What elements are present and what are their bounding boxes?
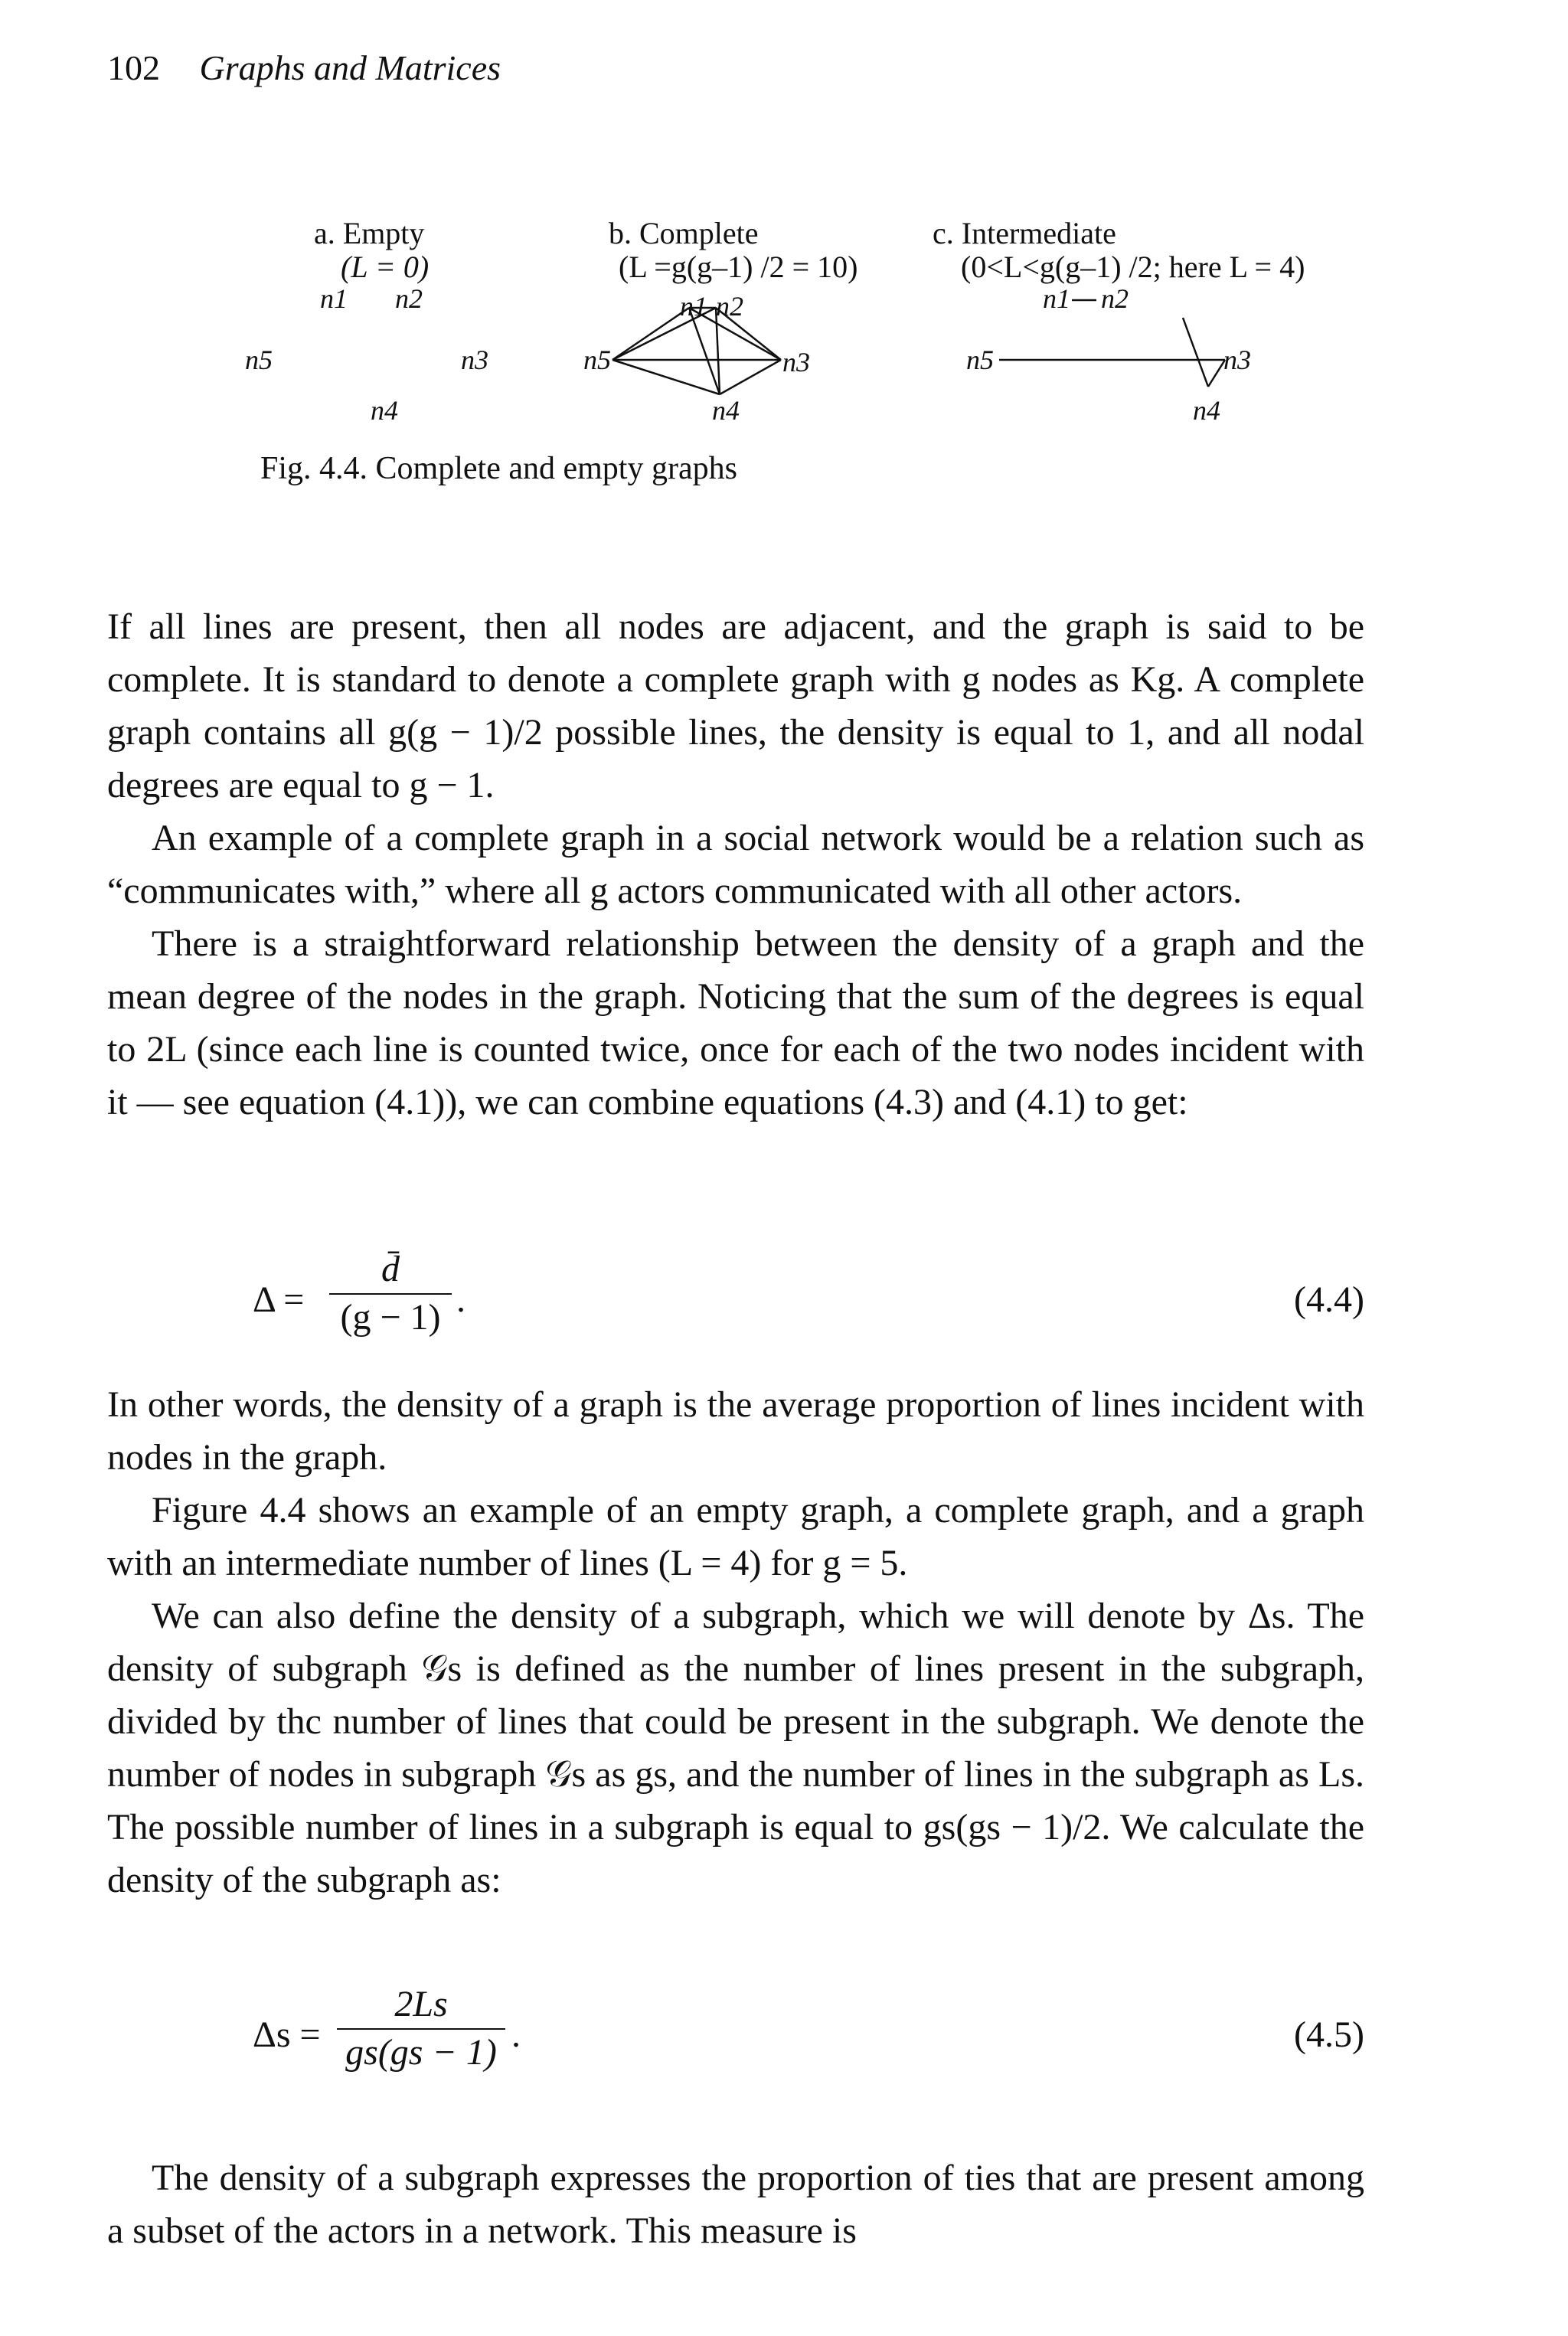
body-text-block-1 — [107, 600, 1364, 1129]
panel-a-title: a. Empty — [314, 216, 425, 250]
running-title: Graphs and Matrices — [199, 48, 501, 87]
body-text-block-3 — [107, 2151, 1364, 2257]
panel-c-node-n3: n3 — [1223, 345, 1251, 375]
panel-b-node-n5: n5 — [583, 345, 611, 375]
equation-period: . — [511, 2014, 521, 2055]
panel-c-node-n1: n1 — [1043, 283, 1070, 314]
paragraph: In other words, the density of a graph is the average proportion of lines incident with nodes in the graph. — [107, 1384, 1364, 1478]
equation-4-5 — [107, 1983, 1364, 2090]
panel-a-node-n5: n5 — [245, 345, 273, 375]
panel-a-graph — [245, 283, 488, 426]
panel-a-node-n1: n1 — [320, 283, 348, 314]
panel-b-subtitle: (L =g(g–1) /2 = 10) — [619, 250, 858, 284]
panel-c-graph — [966, 283, 1251, 426]
fraction-bar — [329, 1293, 452, 1295]
paragraph: If all lines are present, then all nodes are adjacent, and the graph is said to be complete. It is standard to denote a complete graph with g nodes as Kg. A complete graph contains all g(g − 1)/2 possible lines, the density is equal to 1, and all nodal degrees are equal to g − 1. — [107, 606, 1364, 805]
panel-c-node-n5: n5 — [966, 345, 994, 375]
panel-a-node-n4: n4 — [371, 395, 398, 426]
equation-fraction — [329, 1248, 452, 1338]
panel-c-title: c. Intermediate — [933, 216, 1116, 250]
paragraph: There is a straightforward relationship between the density of a graph and the mean degree of the nodes in the graph. Noticing that the sum of the degrees is equal to 2L (since each line is counted twice, once for each of the two nodes incident with it — see equation (4.1)), we can combine equations (4.3) and (4.1) to get: — [107, 923, 1364, 1122]
equation-period: . — [456, 1279, 466, 1320]
panel-c-node-n4: n4 — [1193, 395, 1220, 426]
panel-a-subtitle: (L = 0) — [341, 250, 430, 284]
panel-b-node-n2: n2 — [716, 291, 743, 322]
panel-a-node-n2: n2 — [395, 283, 423, 314]
equation-numerator: 2Ls — [394, 1984, 448, 2024]
paragraph: Figure 4.4 shows an example of an empty graph, a complete graph, and a graph with an intermediate number of lines (L = 4) for g = 5. — [107, 1490, 1364, 1583]
paragraph: The density of a subgraph expresses the proportion of ties that are present among a subset of the actors in a network. This measure is — [107, 2158, 1364, 2251]
panel-c-node-n2: n2 — [1101, 283, 1129, 314]
panel-b-graph — [583, 291, 810, 426]
equation-denominator: gs(gs − 1) — [345, 2032, 497, 2073]
equation-numerator: d̄ — [381, 1249, 400, 1289]
fraction-bar — [337, 2028, 505, 2030]
equation-number: (4.4) — [1294, 1279, 1364, 1320]
panel-a-node-n3: n3 — [461, 345, 488, 375]
figure-caption: Fig. 4.4. Complete and empty graphs — [260, 451, 737, 486]
equation-lhs: Δ = — [253, 1279, 305, 1320]
page-number: 102 — [107, 48, 160, 87]
panel-b-title: b. Complete — [609, 216, 759, 250]
panel-b-node-n3: n3 — [782, 347, 810, 377]
equation-fraction — [337, 1983, 505, 2073]
panel-b-node-n4: n4 — [712, 395, 740, 426]
equation-denominator: (g − 1) — [340, 1297, 441, 1338]
equation-lhs: Δs = — [253, 2014, 321, 2055]
paragraph: An example of a complete graph in a social network would be a relation such as “communicates with,” where all g actors communicated with all other actors. — [107, 818, 1364, 911]
equation-number: (4.5) — [1294, 2014, 1364, 2055]
figure-4-4 — [0, 0, 1568, 475]
body-text-block-2 — [107, 1378, 1364, 1906]
panel-b-node-n1: n1 — [680, 291, 707, 322]
paragraph: We can also define the density of a subgraph, which we will denote by Δs. The density of subgraph 𝒢s is defined as the number of lines present in the subgraph, divided by thc number of lines that could be present in the subgraph. We denote the number of nodes in subgraph 𝒢s as gs, and the number of lines in the subgraph as Ls. The possible number of lines in a subgraph is equal to gs(gs − 1)/2. We calculate the density of the subgraph as: — [107, 1596, 1364, 1900]
equation-4-4 — [107, 1248, 1364, 1355]
panel-c-subtitle: (0<L<g(g–1) /2; here L = 4) — [961, 250, 1305, 284]
